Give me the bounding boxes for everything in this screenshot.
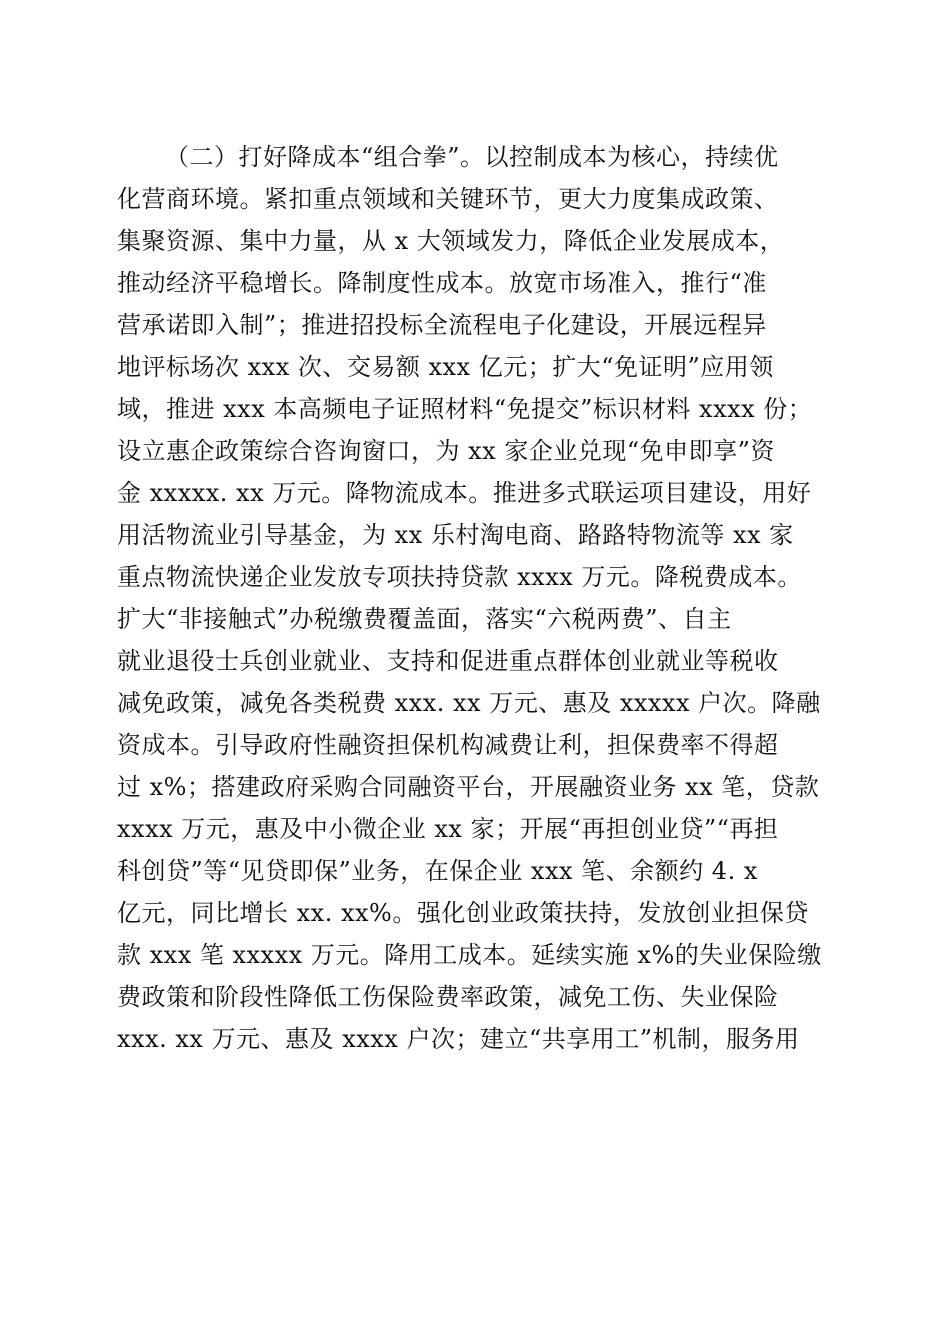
paragraph-line: 集聚资源、集中力量，从 x 大领域发力，降低企业发展成本， [117,227,785,255]
paragraph-line: 费政策和阶段性降低工伤保险费率政策，减免工伤、失业保险 [117,983,779,1011]
paragraph-line: 重点物流快递企业发放专项扶持贷款 xxxx 万元。降税费成本。 [117,563,802,591]
paragraph-line: 亿元，同比增长 xx. xx%。强化创业政策扶持，发放创业担保贷 [117,899,809,927]
paragraph-line: 就业退役士兵创业就业、支持和促进重点群体创业就业等税收 [117,647,779,675]
paragraph-line: xxx. xx 万元、惠及 xxxx 户次；建立“共享用工”机制，服务用 [117,1025,800,1053]
paragraph-line: 资成本。引导政府性融资担保机构减费让利，担保费率不得超 [117,731,779,759]
paragraph-line: 减免政策，减免各类税费 xxx. xx 万元、惠及 xxxxx 户次。降融 [117,689,821,717]
paragraph-line: 过 x%；搭建政府采购合同融资平台，开展融资业务 xx 笔，贷款 [117,773,820,801]
paragraph-line: 推动经济平稳增长。降制度性成本。放宽市场准入，推行“准 [117,269,767,297]
paragraph-line: （二）打好降成本“组合拳”。以控制成本为核心，持续优 [165,143,779,171]
paragraph-line: 科创贷”等“见贷即保”业务，在保企业 xxx 笔、余额约 4. x [117,857,758,885]
paragraph-line: 化营商环境。紧扣重点领域和关键环节，更大力度集成政策、 [117,185,779,213]
paragraph-line: 营承诺即入制”；推进招投标全流程电子化建设，开展远程异 [117,311,767,339]
paragraph-line: 用活物流业引导基金，为 xx 乐村淘电商、路路特物流等 xx 家 [117,521,794,549]
paragraph-line: 域，推进 xxx 本高频电子证照材料“免提交”标识材料 xxxx 份； [117,395,813,423]
paragraph-line: 金 xxxxx. xx 万元。降物流成本。推进多式联运项目建设，用好 [117,479,812,507]
paragraph-line: 款 xxx 笔 xxxxx 万元。降用工成本。延续实施 x%的失业保险缴 [117,941,822,969]
paragraph-line: 地评标场次 xxx 次、交易额 xxx 亿元；扩大“免证明”应用领 [117,353,774,381]
body-paragraph [117,136,829,1060]
paragraph-line: xxxx 万元，惠及中小微企业 xx 家；开展“再担创业贷”“再担 [117,815,779,843]
paragraph-line: 设立惠企政策综合咨询窗口，为 xx 家企业兑现“免申即享”资 [117,437,775,465]
paragraph-line: 扩大“非接触式”办税缴费覆盖面，落实“六税两费”、自主 [117,605,732,633]
